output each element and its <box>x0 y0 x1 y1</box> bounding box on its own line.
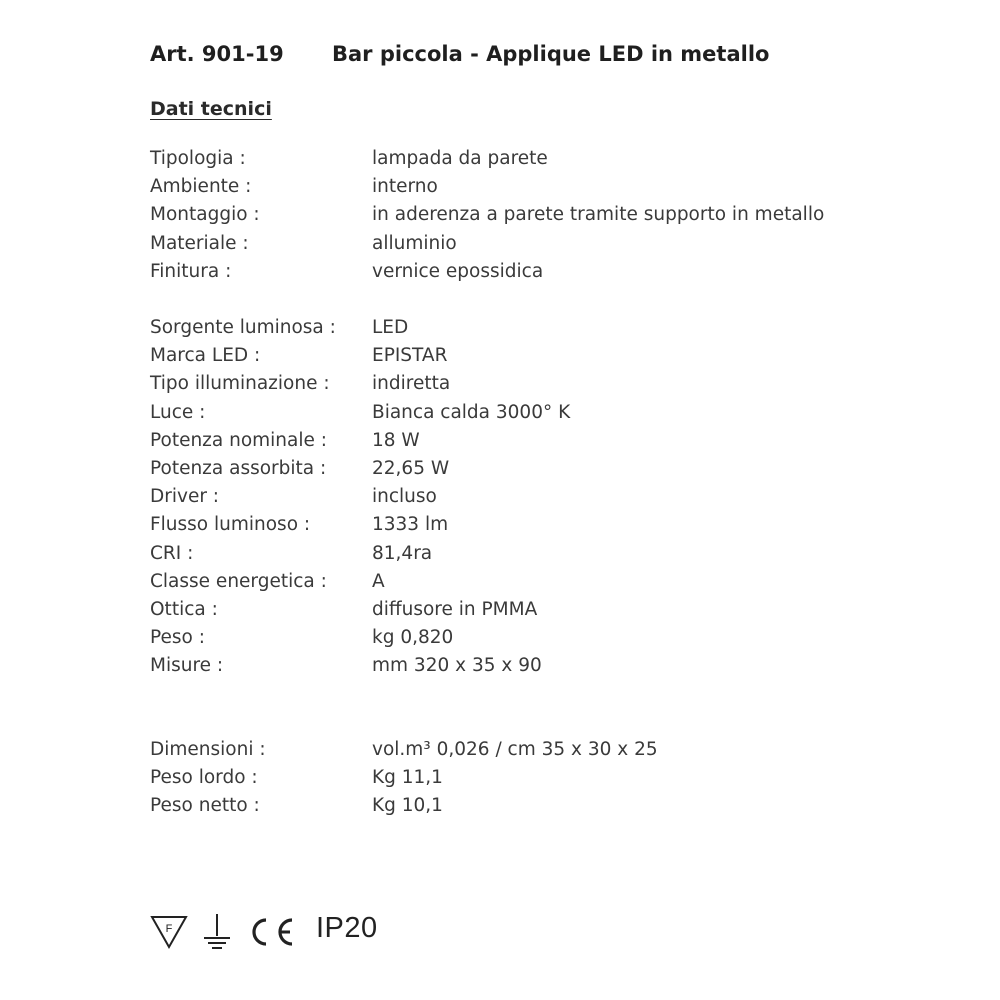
spec-label: Ottica : <box>150 598 218 620</box>
spec-row <box>150 345 950 373</box>
spec-value: Bianca calda 3000° K <box>372 401 571 423</box>
f-mark-letter: F <box>165 923 173 935</box>
spec-value: in aderenza a parete tramite supporto in metallo <box>372 204 825 226</box>
ip-rating: IP20 <box>316 912 378 944</box>
spec-row <box>150 148 950 176</box>
spec-row <box>150 795 950 823</box>
spec-value: A <box>372 570 385 592</box>
spec-value: interno <box>372 176 438 198</box>
spec-label: Sorgente luminosa : <box>150 317 336 338</box>
spec-label: Tipologia : <box>150 148 246 169</box>
spec-row <box>150 233 950 261</box>
spec-group-general <box>150 148 950 289</box>
spec-value: alluminio <box>372 232 457 254</box>
spec-group-packaging <box>150 739 950 824</box>
spec-value: Kg 10,1 <box>372 795 443 817</box>
spec-label: Misure : <box>150 655 224 677</box>
spec-row <box>150 486 950 514</box>
certification-marks <box>150 910 550 954</box>
spec-row <box>150 514 950 542</box>
spec-label: Driver : <box>150 486 220 508</box>
ce-mark-icon <box>244 916 296 948</box>
spec-value: LED <box>372 317 409 338</box>
spec-label: Potenza nominale : <box>150 429 328 451</box>
spec-row <box>150 543 950 571</box>
spec-row <box>150 627 950 655</box>
page-header <box>150 42 950 76</box>
spec-label: Peso : <box>150 627 205 649</box>
spec-value: EPISTAR <box>372 345 448 367</box>
spec-row <box>150 458 950 486</box>
article-number: Art. 901-19 <box>150 42 284 66</box>
spec-row <box>150 317 950 345</box>
spec-label: Materiale : <box>150 232 249 254</box>
spec-value: indiretta <box>372 373 451 395</box>
spec-value: kg 0,820 <box>372 627 454 649</box>
f-triangle-mark-icon <box>150 914 188 950</box>
spec-row <box>150 373 950 401</box>
spec-row <box>150 599 950 627</box>
spec-row <box>150 655 950 683</box>
spec-value: Kg 11,1 <box>372 767 443 789</box>
spec-label: Classe energetica : <box>150 570 327 592</box>
spec-value: 18 W <box>372 429 420 451</box>
spec-label: Peso lordo : <box>150 767 258 789</box>
spec-row <box>150 176 950 204</box>
spec-value: vernice epossidica <box>372 260 544 282</box>
spec-label: Ambiente : <box>150 176 252 198</box>
spec-row <box>150 204 950 232</box>
product-title: Bar piccola - Applique LED in metallo <box>332 42 770 66</box>
spec-value: diffusore in PMMA <box>372 598 538 620</box>
spec-label: Luce : <box>150 401 206 423</box>
spec-value: vol.m³ 0,026 / cm 35 x 30 x 25 <box>372 739 658 760</box>
spec-label: Flusso luminoso : <box>150 514 311 536</box>
spec-value: 22,65 W <box>372 457 450 479</box>
spec-row <box>150 261 950 289</box>
spec-row <box>150 402 950 430</box>
spec-label: Peso netto : <box>150 795 260 817</box>
spec-label: CRI : <box>150 542 194 564</box>
spec-row <box>150 767 950 795</box>
spec-value: mm 320 x 35 x 90 <box>372 655 542 677</box>
spec-group-lighting <box>150 317 950 683</box>
spec-value: 1333 lm <box>372 514 449 536</box>
spec-value: lampada da parete <box>372 148 548 169</box>
spec-label: Tipo illuminazione : <box>150 373 330 395</box>
spec-row <box>150 739 950 767</box>
spec-row <box>150 430 950 458</box>
spec-label: Montaggio : <box>150 204 260 226</box>
spec-label: Finitura : <box>150 260 232 282</box>
spec-label: Marca LED : <box>150 345 261 367</box>
spec-value: 81,4ra <box>372 542 433 564</box>
ground-symbol-icon <box>202 912 232 952</box>
section-title: Dati tecnici <box>150 98 272 120</box>
spec-row <box>150 571 950 599</box>
spec-value: incluso <box>372 486 437 508</box>
spec-label: Dimensioni : <box>150 739 266 760</box>
spec-label: Potenza assorbita : <box>150 457 327 479</box>
